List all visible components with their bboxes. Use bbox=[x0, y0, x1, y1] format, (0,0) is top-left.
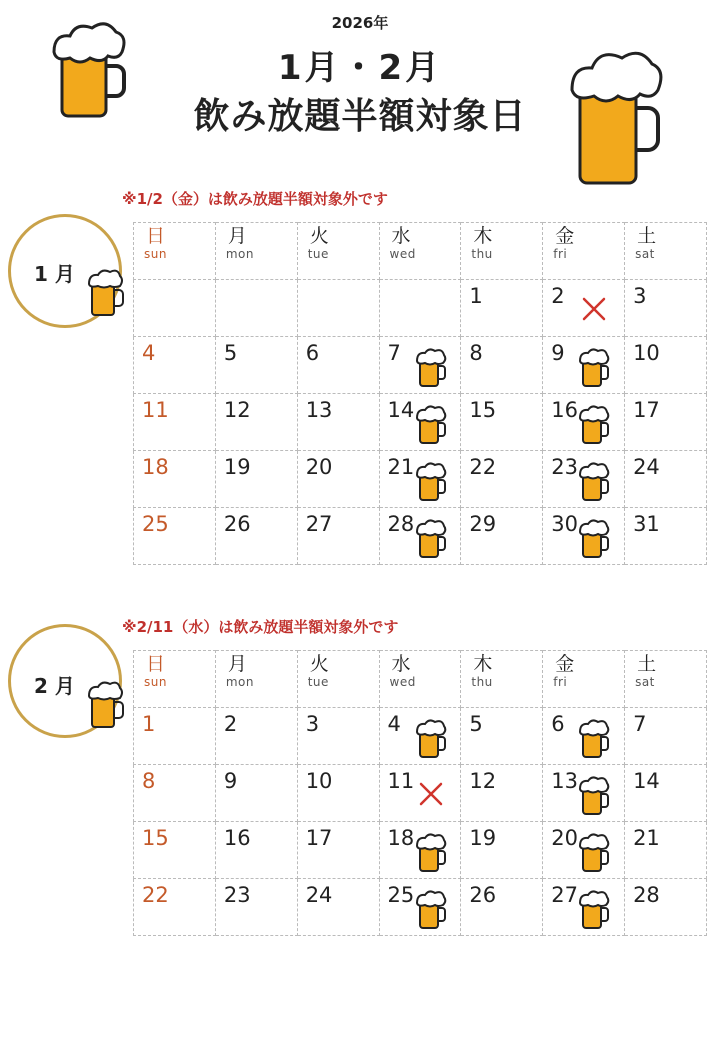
day-number: 9 bbox=[223, 769, 238, 793]
title-campaign: 飲み放題半額対象日 bbox=[193, 96, 527, 137]
weekday-en-label: tue bbox=[307, 247, 329, 261]
weekday-jp-label: 月 bbox=[227, 653, 247, 675]
day-cell-30 bbox=[543, 508, 625, 565]
day-number: 29 bbox=[469, 512, 497, 536]
january-exclusion-note: ※1/2（金）は飲み放題半額対象外です bbox=[122, 190, 388, 208]
day-number: 21 bbox=[387, 455, 415, 479]
day-number: 17 bbox=[305, 826, 333, 850]
beer-mug-icon bbox=[577, 518, 613, 558]
day-cell-28 bbox=[625, 879, 707, 936]
day-number: 28 bbox=[633, 883, 660, 907]
day-number: 10 bbox=[305, 769, 333, 793]
weekday-sat bbox=[625, 651, 707, 708]
beer-mug-icon bbox=[566, 42, 666, 190]
beer-mug-icon bbox=[86, 268, 126, 318]
weekday-thu bbox=[461, 223, 543, 280]
day-number: 8 bbox=[142, 769, 156, 793]
day-cell-20 bbox=[543, 822, 625, 879]
day-cell-11 bbox=[379, 765, 461, 822]
calendar-week-row bbox=[134, 765, 707, 822]
day-cell-12 bbox=[215, 394, 297, 451]
beer-mug-icon bbox=[414, 889, 450, 929]
day-number: 11 bbox=[142, 398, 169, 422]
empty-day-cell bbox=[379, 280, 461, 337]
weekday-en-label: fri bbox=[553, 675, 568, 689]
day-cell-25 bbox=[379, 879, 461, 936]
day-number: 4 bbox=[387, 712, 401, 736]
weekday-jp-label: 火 bbox=[309, 653, 329, 675]
calendar-week-row bbox=[134, 508, 707, 565]
february-calendar bbox=[133, 650, 707, 936]
weekday-mon bbox=[215, 651, 297, 708]
beer-mug-icon bbox=[414, 461, 450, 501]
weekday-en-label: sat bbox=[635, 675, 655, 689]
weekday-jp-label: 金 bbox=[555, 225, 575, 247]
day-number: 2 bbox=[223, 712, 238, 736]
day-number: 23 bbox=[551, 455, 578, 479]
day-cell-1 bbox=[461, 280, 543, 337]
day-number: 5 bbox=[223, 341, 238, 365]
day-cell-7 bbox=[379, 337, 461, 394]
day-number: 6 bbox=[305, 341, 320, 365]
weekday-wed bbox=[379, 651, 461, 708]
calendar-week-row bbox=[134, 337, 707, 394]
day-cell-23 bbox=[543, 451, 625, 508]
day-cell-6 bbox=[543, 708, 625, 765]
calendar-week-row bbox=[134, 708, 707, 765]
day-number: 20 bbox=[305, 455, 333, 479]
weekday-jp-label: 水 bbox=[391, 653, 411, 675]
weekday-en-label: wed bbox=[389, 247, 416, 261]
day-number: 1 bbox=[469, 284, 483, 308]
day-cell-22 bbox=[461, 451, 543, 508]
day-number: 28 bbox=[387, 512, 415, 536]
day-cell-26 bbox=[215, 508, 297, 565]
day-number: 14 bbox=[387, 398, 415, 422]
weekday-en-label: tue bbox=[307, 675, 329, 689]
day-number: 10 bbox=[633, 341, 660, 365]
day-cell-22 bbox=[134, 879, 216, 936]
february-month-label: 2 月 bbox=[34, 674, 75, 698]
day-cell-6 bbox=[297, 337, 379, 394]
day-cell-13 bbox=[543, 765, 625, 822]
day-cell-3 bbox=[625, 280, 707, 337]
day-cell-24 bbox=[297, 879, 379, 936]
red-x-icon bbox=[418, 781, 444, 807]
day-cell-9 bbox=[215, 765, 297, 822]
day-number: 9 bbox=[551, 341, 565, 365]
beer-mug-icon bbox=[86, 680, 126, 730]
beer-mug-icon bbox=[414, 832, 450, 872]
beer-mug-icon bbox=[577, 889, 613, 929]
day-number: 11 bbox=[387, 769, 415, 793]
weekday-en-label: sat bbox=[635, 247, 655, 261]
day-number: 8 bbox=[469, 341, 483, 365]
weekday-fri bbox=[543, 223, 625, 280]
weekday-header-row bbox=[134, 651, 707, 708]
weekday-jp-label: 金 bbox=[555, 653, 575, 675]
day-cell-18 bbox=[379, 822, 461, 879]
beer-mug-icon bbox=[577, 832, 613, 872]
day-number: 23 bbox=[223, 883, 251, 907]
calendar-week-row bbox=[134, 451, 707, 508]
day-cell-21 bbox=[625, 822, 707, 879]
day-number: 24 bbox=[305, 883, 333, 907]
day-cell-16 bbox=[543, 394, 625, 451]
day-cell-12 bbox=[461, 765, 543, 822]
weekday-sun bbox=[134, 223, 216, 280]
day-cell-15 bbox=[134, 822, 216, 879]
weekday-en-label: fri bbox=[553, 247, 568, 261]
weekday-wed bbox=[379, 223, 461, 280]
day-number: 20 bbox=[551, 826, 578, 850]
day-number: 22 bbox=[469, 455, 497, 479]
weekday-mon bbox=[215, 223, 297, 280]
weekday-en-label: thu bbox=[471, 247, 493, 261]
beer-mug-icon bbox=[577, 718, 613, 758]
weekday-jp-label: 日 bbox=[146, 653, 166, 675]
weekday-en-label: sun bbox=[144, 675, 167, 689]
day-cell-15 bbox=[461, 394, 543, 451]
january-calendar bbox=[133, 222, 707, 565]
weekday-en-label: mon bbox=[225, 675, 254, 689]
day-number: 16 bbox=[223, 826, 251, 850]
day-cell-29 bbox=[461, 508, 543, 565]
calendar-week-row bbox=[134, 822, 707, 879]
red-x-icon bbox=[581, 296, 607, 322]
day-cell-16 bbox=[215, 822, 297, 879]
day-number: 19 bbox=[223, 455, 251, 479]
weekday-jp-label: 木 bbox=[473, 653, 493, 675]
weekday-header-row bbox=[134, 223, 707, 280]
weekday-fri bbox=[543, 651, 625, 708]
calendar-week-row bbox=[134, 879, 707, 936]
weekday-sat bbox=[625, 223, 707, 280]
day-cell-11 bbox=[134, 394, 216, 451]
january-month-label: 1 月 bbox=[34, 262, 75, 286]
day-cell-4 bbox=[379, 708, 461, 765]
weekday-jp-label: 水 bbox=[391, 225, 411, 247]
day-cell-7 bbox=[625, 708, 707, 765]
day-number: 31 bbox=[633, 512, 660, 536]
weekday-jp-label: 土 bbox=[637, 225, 657, 247]
day-cell-27 bbox=[297, 508, 379, 565]
day-cell-8 bbox=[461, 337, 543, 394]
february-exclusion-note: ※2/11（水）は飲み放題半額対象外です bbox=[122, 618, 399, 636]
weekday-sun bbox=[134, 651, 216, 708]
weekday-jp-label: 月 bbox=[227, 225, 247, 247]
day-number: 26 bbox=[223, 512, 251, 536]
weekday-en-label: thu bbox=[471, 675, 493, 689]
day-number: 26 bbox=[469, 883, 497, 907]
day-number: 3 bbox=[305, 712, 320, 736]
day-cell-25 bbox=[134, 508, 216, 565]
day-cell-17 bbox=[297, 822, 379, 879]
beer-mug-icon bbox=[414, 718, 450, 758]
weekday-en-label: sun bbox=[144, 247, 167, 261]
beer-mug-icon bbox=[577, 775, 613, 815]
day-cell-23 bbox=[215, 879, 297, 936]
day-number: 24 bbox=[633, 455, 660, 479]
day-number: 22 bbox=[142, 883, 169, 907]
day-number: 25 bbox=[387, 883, 415, 907]
day-cell-5 bbox=[215, 337, 297, 394]
beer-mug-icon bbox=[414, 404, 450, 444]
beer-mug-icon bbox=[577, 461, 613, 501]
calendar-week-row bbox=[134, 394, 707, 451]
title-months: 1月・2月 bbox=[277, 48, 443, 88]
day-number: 27 bbox=[551, 883, 578, 907]
weekday-tue bbox=[297, 223, 379, 280]
day-cell-8 bbox=[134, 765, 216, 822]
day-number: 27 bbox=[305, 512, 333, 536]
day-number: 30 bbox=[551, 512, 578, 536]
day-cell-17 bbox=[625, 394, 707, 451]
day-cell-19 bbox=[215, 451, 297, 508]
beer-mug-icon bbox=[577, 404, 613, 444]
day-number: 16 bbox=[551, 398, 578, 422]
day-cell-14 bbox=[379, 394, 461, 451]
beer-mug-icon bbox=[414, 518, 450, 558]
day-cell-2 bbox=[215, 708, 297, 765]
day-number: 14 bbox=[633, 769, 660, 793]
day-cell-10 bbox=[625, 337, 707, 394]
day-cell-9 bbox=[543, 337, 625, 394]
year-label: 2026年 bbox=[331, 14, 389, 32]
day-cell-21 bbox=[379, 451, 461, 508]
day-cell-4 bbox=[134, 337, 216, 394]
day-cell-5 bbox=[461, 708, 543, 765]
weekday-thu bbox=[461, 651, 543, 708]
day-cell-13 bbox=[297, 394, 379, 451]
beer-mug-icon bbox=[414, 347, 450, 387]
day-cell-31 bbox=[625, 508, 707, 565]
day-cell-26 bbox=[461, 879, 543, 936]
day-number: 6 bbox=[551, 712, 565, 736]
day-cell-10 bbox=[297, 765, 379, 822]
empty-day-cell bbox=[134, 280, 216, 337]
day-number: 3 bbox=[633, 284, 647, 308]
weekday-jp-label: 火 bbox=[309, 225, 329, 247]
weekday-jp-label: 日 bbox=[146, 225, 166, 247]
day-number: 17 bbox=[633, 398, 660, 422]
calendar-week-row bbox=[134, 280, 707, 337]
day-cell-20 bbox=[297, 451, 379, 508]
day-number: 15 bbox=[469, 398, 497, 422]
weekday-jp-label: 土 bbox=[637, 653, 657, 675]
weekday-tue bbox=[297, 651, 379, 708]
day-number: 13 bbox=[551, 769, 578, 793]
day-number: 7 bbox=[633, 712, 647, 736]
day-number: 25 bbox=[142, 512, 169, 536]
weekday-en-label: mon bbox=[225, 247, 254, 261]
day-cell-27 bbox=[543, 879, 625, 936]
day-cell-19 bbox=[461, 822, 543, 879]
day-number: 12 bbox=[469, 769, 497, 793]
empty-day-cell bbox=[215, 280, 297, 337]
beer-mug-icon bbox=[48, 22, 130, 122]
day-cell-1 bbox=[134, 708, 216, 765]
day-cell-18 bbox=[134, 451, 216, 508]
day-number: 7 bbox=[387, 341, 401, 365]
day-number: 2 bbox=[551, 284, 565, 308]
empty-day-cell bbox=[297, 280, 379, 337]
day-cell-3 bbox=[297, 708, 379, 765]
day-number: 19 bbox=[469, 826, 497, 850]
day-number: 5 bbox=[469, 712, 483, 736]
day-cell-24 bbox=[625, 451, 707, 508]
day-number: 4 bbox=[142, 341, 156, 365]
weekday-en-label: wed bbox=[389, 675, 416, 689]
beer-mug-icon bbox=[577, 347, 613, 387]
day-number: 18 bbox=[387, 826, 415, 850]
day-number: 1 bbox=[142, 712, 156, 736]
day-number: 15 bbox=[142, 826, 169, 850]
day-number: 12 bbox=[223, 398, 251, 422]
day-cell-28 bbox=[379, 508, 461, 565]
day-number: 18 bbox=[142, 455, 169, 479]
day-cell-2 bbox=[543, 280, 625, 337]
day-cell-14 bbox=[625, 765, 707, 822]
day-number: 13 bbox=[305, 398, 333, 422]
weekday-jp-label: 木 bbox=[473, 225, 493, 247]
day-number: 21 bbox=[633, 826, 660, 850]
